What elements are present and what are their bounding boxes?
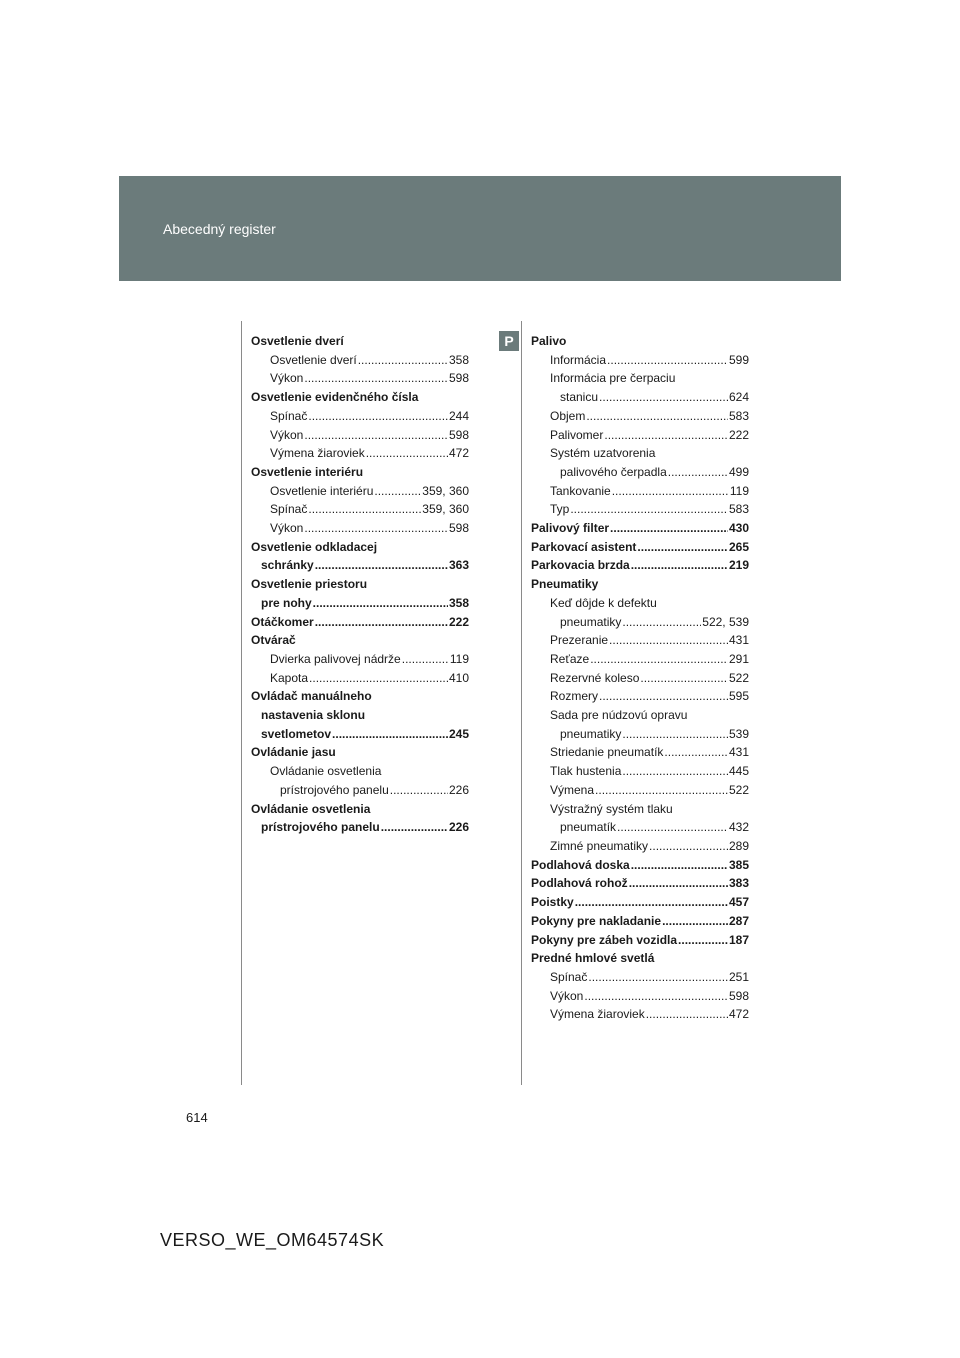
leader-dots	[304, 426, 448, 445]
index-entry	[251, 444, 469, 463]
index-entry	[251, 556, 469, 575]
page-reference: 499	[728, 464, 749, 479]
index-term: palivového čerpadla	[560, 464, 667, 479]
leader-dots	[304, 519, 448, 538]
index-term: Striedanie pneumatík	[550, 745, 664, 760]
index-entry: Výstražný systém tlaku	[550, 801, 673, 816]
leader-dots	[640, 669, 728, 688]
index-term: Spínač	[550, 969, 588, 984]
index-entry	[531, 650, 749, 669]
index-term: pneumatiky	[560, 614, 622, 629]
index-term: Výkon	[270, 521, 304, 536]
leader-dots	[631, 556, 728, 575]
leader-dots	[664, 743, 728, 762]
page-reference: 430	[728, 521, 749, 536]
page-reference: 119	[449, 651, 469, 666]
index-entry	[531, 1005, 749, 1024]
leader-dots	[622, 613, 701, 632]
page-reference: 522	[728, 670, 749, 685]
index-entry: Ovládanie jasu	[251, 745, 336, 760]
leader-dots	[315, 613, 448, 632]
page-reference: 457	[728, 895, 749, 910]
leader-dots	[374, 482, 421, 501]
page-reference: 119	[729, 483, 749, 498]
leader-dots	[390, 781, 448, 800]
leader-dots	[617, 818, 728, 837]
page-reference: 222	[448, 614, 469, 629]
index-entry	[531, 669, 749, 688]
index-term: Parkovací asistent	[531, 539, 637, 554]
page-reference: 432	[728, 820, 749, 835]
page-reference: 363	[448, 558, 469, 573]
page-reference: 522, 539	[702, 614, 749, 629]
index-term: Výmena žiaroviek	[270, 446, 365, 461]
leader-dots	[315, 556, 448, 575]
index-term: Osvetlenie dverí	[270, 352, 357, 367]
index-entry	[531, 762, 749, 781]
index-entry: Osvetlenie odkladacej	[251, 539, 378, 554]
leader-dots	[678, 931, 728, 950]
index-term: Typ	[550, 502, 570, 517]
index-term: Pokyny pre nakladanie	[531, 913, 662, 928]
index-entry	[531, 613, 749, 632]
leader-dots	[622, 762, 728, 781]
page-reference: 522	[728, 782, 749, 797]
leader-dots	[610, 519, 728, 538]
leader-dots	[586, 407, 728, 426]
leader-dots	[622, 725, 728, 744]
page-reference: 624	[728, 390, 749, 405]
leader-dots	[590, 650, 728, 669]
index-letter-badge: P	[499, 331, 519, 351]
index-entry: Ovládanie osvetlenia	[270, 764, 382, 779]
index-entry: Predné hmlové svetlá	[531, 951, 655, 966]
page-reference: 226	[448, 820, 469, 835]
index-term: Palivový filter	[531, 521, 610, 536]
page-reference: 598	[448, 427, 469, 442]
index-term: Tlak hustenia	[550, 764, 622, 779]
index-column-right	[531, 332, 749, 1024]
index-term: Výmena	[550, 782, 595, 797]
leader-dots	[313, 594, 448, 613]
page-reference: 539	[728, 726, 749, 741]
index-entry	[531, 987, 749, 1006]
page-reference: 358	[448, 352, 469, 367]
index-entry	[251, 669, 469, 688]
index-entry	[531, 500, 749, 519]
index-entry	[251, 369, 469, 388]
index-entry	[251, 351, 469, 370]
center-column-divider	[521, 321, 522, 1085]
page-reference: 265	[728, 539, 749, 554]
index-entry	[531, 818, 749, 837]
index-entry	[251, 426, 469, 445]
page-reference: 244	[448, 408, 469, 423]
page-reference: 291	[728, 651, 749, 666]
leader-dots	[308, 407, 448, 426]
index-term: Výkon	[270, 427, 304, 442]
index-entry	[251, 500, 469, 519]
page-reference: 598	[448, 521, 469, 536]
index-entry: Otvárač	[251, 633, 296, 648]
leader-dots	[309, 669, 448, 688]
leader-dots	[575, 893, 728, 912]
index-entry: Sada pre núdzovú opravu	[550, 708, 688, 723]
index-entry	[531, 388, 749, 407]
leader-dots	[646, 1005, 728, 1024]
index-term: Kapota	[270, 670, 309, 685]
page-reference: 358	[448, 595, 469, 610]
index-entry	[251, 594, 469, 613]
index-term: Výmena žiaroviek	[550, 1007, 645, 1022]
leader-dots	[629, 874, 728, 893]
index-entry: Palivo	[531, 334, 567, 348]
index-term: Otáčkomer	[251, 614, 314, 629]
index-term: Podlahová rohož	[531, 876, 628, 891]
leader-dots	[588, 968, 728, 987]
leader-dots	[607, 351, 728, 370]
page-reference: 251	[728, 969, 749, 984]
index-entry	[531, 482, 749, 501]
section-title: Abecedný register	[163, 221, 276, 237]
index-term: Výkon	[270, 371, 304, 386]
index-term: Reťaze	[550, 651, 590, 666]
page-reference: 219	[728, 558, 749, 573]
page-reference: 410	[448, 670, 469, 685]
index-entry	[531, 968, 749, 987]
index-term: Objem	[550, 408, 586, 423]
document-code: VERSO_WE_OM64574SK	[160, 1230, 385, 1250]
leader-dots	[381, 818, 448, 837]
page-reference: 431	[728, 745, 749, 760]
page-reference: 287	[728, 913, 749, 928]
index-term: Dvierka palivovej nádrže	[270, 651, 401, 666]
index-term: Rozmery	[550, 689, 599, 704]
index-entry	[251, 818, 469, 837]
index-term: stanicu	[560, 390, 599, 405]
page-reference: 383	[728, 876, 749, 891]
index-entry: Ovládanie osvetlenia	[251, 801, 371, 816]
leader-dots	[668, 463, 728, 482]
page-reference: 472	[728, 1007, 749, 1022]
index-term: Rezervné koleso	[550, 670, 640, 685]
index-term: Zimné pneumatiky	[550, 838, 649, 853]
leader-dots	[304, 369, 448, 388]
index-entry: nastavenia sklonu	[261, 708, 366, 723]
index-entry: Systém uzatvorenia	[550, 446, 656, 461]
leader-dots	[662, 912, 728, 931]
index-entry	[531, 351, 749, 370]
index-entry	[531, 874, 749, 893]
index-entry	[251, 482, 469, 501]
page-reference: 472	[448, 446, 469, 461]
leader-dots	[649, 837, 728, 856]
leader-dots	[637, 538, 728, 557]
index-term: pre nohy	[261, 595, 312, 610]
index-entry: Osvetlenie evidenčného čísla	[251, 390, 419, 405]
index-term: svetlometov	[261, 726, 332, 741]
index-term: Parkovacia brzda	[531, 558, 630, 573]
index-entry	[531, 781, 749, 800]
leader-dots	[612, 482, 729, 501]
index-term: Prezeranie	[550, 633, 609, 648]
index-entry	[531, 463, 749, 482]
index-column-left	[251, 332, 469, 837]
page-reference: 583	[728, 408, 749, 423]
index-entry	[531, 631, 749, 650]
index-entry	[251, 781, 469, 800]
page-reference: 222	[728, 427, 749, 442]
page-reference: 595	[728, 689, 749, 704]
index-entry: Pneumatiky	[531, 577, 599, 592]
index-entry: Osvetlenie dverí	[251, 334, 344, 348]
index-entry	[531, 538, 749, 557]
page-reference: 445	[728, 764, 749, 779]
index-term: Informácia	[550, 352, 607, 367]
index-entry	[251, 613, 469, 632]
index-term: pneumatík	[560, 820, 617, 835]
index-term: Spínač	[270, 408, 308, 423]
page-reference: 226	[448, 782, 469, 797]
index-entry	[531, 931, 749, 950]
index-entry	[531, 407, 749, 426]
index-entry: Informácia pre čerpaciu	[550, 371, 676, 386]
index-entry	[251, 407, 469, 426]
index-entry	[531, 893, 749, 912]
page-number: 614	[186, 1110, 208, 1125]
index-term: Spínač	[270, 502, 308, 517]
leader-dots	[604, 426, 728, 445]
page-reference: 599	[728, 352, 749, 367]
leader-dots	[402, 650, 449, 669]
index-entry	[531, 837, 749, 856]
index-entry	[531, 687, 749, 706]
page-reference: 289	[728, 838, 749, 853]
page-reference: 431	[728, 633, 749, 648]
page-reference: 598	[448, 371, 469, 386]
header-band	[119, 176, 841, 281]
leader-dots	[308, 500, 421, 519]
index-entry	[251, 650, 469, 669]
index-entry: Keď dôjde k defektu	[550, 595, 657, 610]
leader-dots	[631, 856, 728, 875]
leader-dots	[584, 987, 728, 1006]
left-column-divider	[241, 321, 242, 1085]
leader-dots	[595, 781, 728, 800]
index-term: schránky	[261, 558, 314, 573]
index-entry	[251, 725, 469, 744]
page-reference: 187	[728, 932, 749, 947]
index-entry	[531, 725, 749, 744]
leader-dots	[366, 444, 448, 463]
leader-dots	[358, 351, 448, 370]
index-entry: Osvetlenie interiéru	[251, 464, 364, 479]
index-entry	[531, 856, 749, 875]
index-term: prístrojového panelu	[261, 820, 380, 835]
index-term: Výkon	[550, 988, 584, 1003]
page-reference: 598	[728, 988, 749, 1003]
index-entry	[531, 912, 749, 931]
index-term: prístrojového panelu	[280, 782, 389, 797]
index-term: Tankovanie	[550, 483, 611, 498]
index-term: Pokyny pre zábeh vozidla	[531, 932, 678, 947]
leader-dots	[599, 687, 728, 706]
page-reference: 359, 360	[422, 502, 469, 517]
index-term: Podlahová doska	[531, 857, 630, 872]
index-entry	[251, 519, 469, 538]
index-entry: Osvetlenie priestoru	[251, 577, 368, 592]
page-reference: 385	[728, 857, 749, 872]
index-entry	[531, 743, 749, 762]
leader-dots	[609, 631, 728, 650]
page-reference: 245	[448, 726, 469, 741]
index-term: pneumatiky	[560, 726, 622, 741]
leader-dots	[599, 388, 728, 407]
index-term: Palivomer	[550, 427, 604, 442]
leader-dots	[570, 500, 728, 519]
index-entry	[531, 556, 749, 575]
index-term: Poistky	[531, 895, 574, 910]
page-reference: 583	[728, 502, 749, 517]
leader-dots	[332, 725, 448, 744]
index-term: Osvetlenie interiéru	[270, 483, 374, 498]
index-entry	[531, 426, 749, 445]
page-reference: 359, 360	[422, 483, 469, 498]
index-entry	[531, 519, 749, 538]
index-entry: Ovládač manuálneho	[251, 689, 372, 704]
